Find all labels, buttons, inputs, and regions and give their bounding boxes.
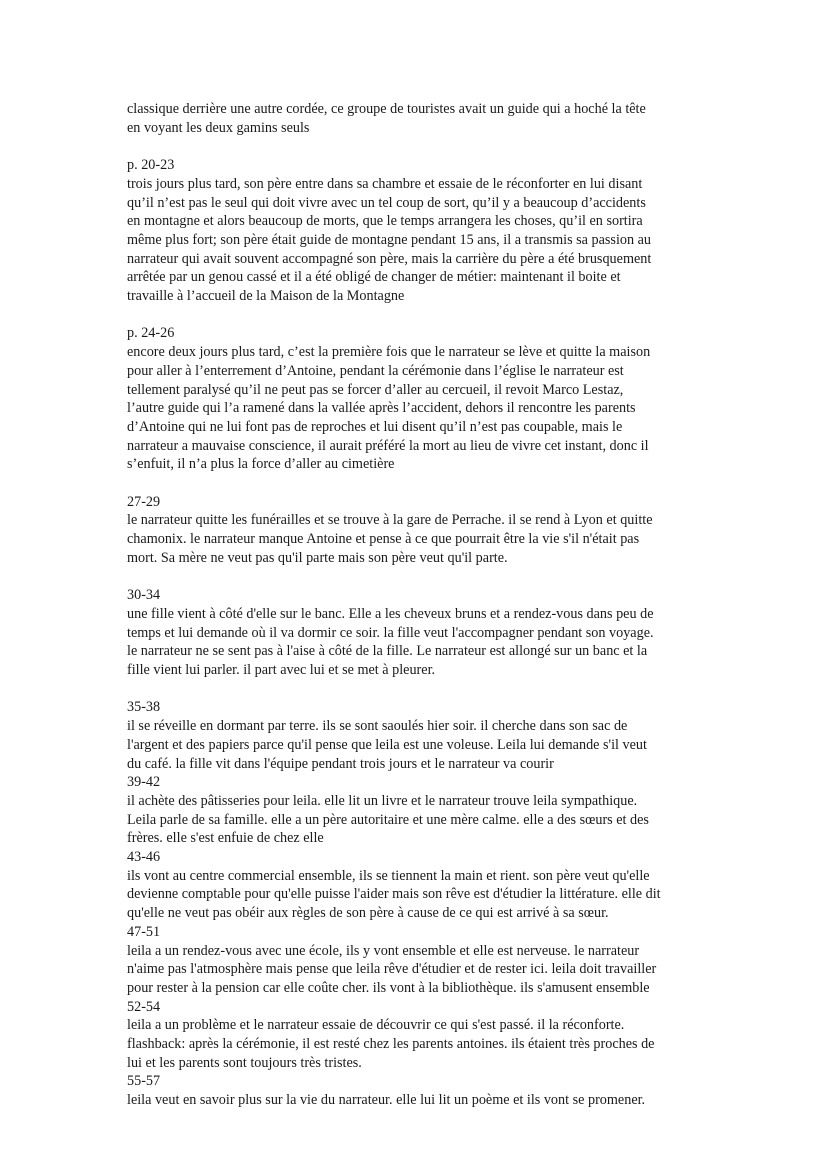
text-line: leila a un rendez-vous avec une école, ils y vont ensemble et elle est nerveuse. le narrateur bbox=[127, 942, 640, 959]
text-line: chamonix. le narrateur manque Antoine et pense à ce que pourrait être la vie s'il n'était pas bbox=[127, 531, 640, 548]
text-section bbox=[127, 923, 707, 998]
text-line: ils vont au centre commercial ensemble, ils se tiennent la main et rient. son père veut qu'elle bbox=[127, 867, 650, 884]
text-line: en voyant les deux gamins seuls bbox=[127, 119, 310, 136]
text-section bbox=[127, 848, 707, 923]
section-page-range: 35-38 bbox=[127, 699, 161, 716]
section-page-range: p. 24-26 bbox=[127, 325, 175, 342]
text-line: mort. Sa mère ne veut pas qu'il parte mais son père veut qu'il parte. bbox=[127, 549, 508, 566]
text-line: narrateur a mauvaise conscience, il aurait préféré la mort au lieu de vivre cet instant, donc il bbox=[127, 437, 649, 454]
text-section bbox=[127, 493, 707, 568]
text-section bbox=[127, 1072, 707, 1109]
text-line: s’enfuit, il n’a plus la force d’aller au cimetière bbox=[127, 456, 395, 473]
text-line: devienne comptable pour qu'elle puisse l'aider mais son rêve est d'étudier la littérature. elle dit bbox=[127, 886, 661, 903]
text-line: lui et les parents sont toujours très tristes. bbox=[127, 1054, 362, 1071]
text-line: fille vient lui parler. il part avec lui et se met à pleurer. bbox=[127, 662, 436, 679]
text-section bbox=[127, 156, 707, 306]
text-line: leila veut en savoir plus sur la vie du narrateur. elle lui lit un poème et ils vont se promener. bbox=[127, 1092, 646, 1109]
text-line: en montagne et alors beaucoup de morts, que le temps arrangera les choses, qu’il en sortira bbox=[127, 213, 643, 230]
text-line: arrêtée par un genou cassé et il a été obligé de changer de métier: maintenant il boite et bbox=[127, 269, 621, 286]
text-line: le narrateur quitte les funérailles et se trouve à la gare de Perrache. il se rend à Lyon et quitte bbox=[127, 512, 653, 529]
text-section bbox=[127, 586, 707, 680]
text-line: leila a un problème et le narrateur essaie de découvrir ce qui s'est passé. il la réconforte. bbox=[127, 1017, 625, 1034]
text-line: une fille vient à côté d'elle sur le banc. Elle a les cheveux bruns et a rendez-vous dans peu de bbox=[127, 605, 654, 622]
document-page bbox=[127, 100, 707, 1110]
text-section bbox=[127, 998, 707, 1073]
text-line: qu'elle ne veut pas obéir aux règles de son père à cause de ce qui est arrivé à sa sœur. bbox=[127, 905, 609, 922]
text-line: qu’il n’est pas le seul qui doit vivre avec un tel coup de sort, qu’il y a beaucoup d’accidents bbox=[127, 194, 646, 211]
text-line: il se réveille en dormant par terre. ils se sont saoulés hier soir. il cherche dans son sac de bbox=[127, 718, 628, 735]
text-line: narrateur qui avait souvent accompagné son père, mais la carrière du père a été brusquement bbox=[127, 250, 652, 267]
section-page-range: p. 20-23 bbox=[127, 157, 175, 174]
section-page-range: 43-46 bbox=[127, 849, 161, 866]
section-page-range: 55-57 bbox=[127, 1073, 161, 1090]
text-section bbox=[127, 773, 707, 848]
text-line: frères. elle s'est enfuie de chez elle bbox=[127, 830, 324, 847]
section-page-range: 52-54 bbox=[127, 998, 161, 1015]
text-line: le narrateur ne se sent pas à l'aise à côté de la fille. Le narrateur est allongé sur un banc et la bbox=[127, 643, 648, 660]
text-line: flashback: après la cérémonie, il est resté chez les parents antoines. ils étaient très proches de bbox=[127, 1036, 655, 1053]
text-section bbox=[127, 100, 707, 137]
text-line: l'argent et des papiers parce qu'il pense que leila est une voleuse. Leila lui demande s'il veut bbox=[127, 736, 647, 753]
text-line: pour rester à la pension car elle coûte cher. ils vont à la bibliothèque. ils s'amusent ensemble bbox=[127, 979, 650, 996]
text-line: Leila parle de sa famille. elle a un père autoritaire et une mère calme. elle a des sœurs et des bbox=[127, 811, 649, 828]
text-line: n'aime pas l'atmosphère mais pense que leila rêve d'étudier et de rester ici. leila doit travailler bbox=[127, 961, 657, 978]
text-section bbox=[127, 324, 707, 474]
text-line: du café. la fille vit dans l'équipe pendant trois jours et le narrateur va courir bbox=[127, 755, 554, 772]
text-line: travaille à l’accueil de la Maison de la Montagne bbox=[127, 288, 405, 305]
text-line: l’autre guide qui l’a ramené dans la vallée après l’accident, dehors il rencontre les parents bbox=[127, 400, 636, 417]
section-page-range: 30-34 bbox=[127, 587, 161, 604]
text-line: il achète des pâtisseries pour leila. elle lit un livre et le narrateur trouve leila sympathique. bbox=[127, 792, 638, 809]
section-page-range: 39-42 bbox=[127, 774, 161, 791]
text-line: tellement paralysé qu’il ne peut pas se forcer d’aller au cercueil, il revoit Marco Lestaz, bbox=[127, 381, 624, 398]
text-line: encore deux jours plus tard, c’est la première fois que le narrateur se lève et quitte la maison bbox=[127, 344, 651, 361]
text-line: d’Antoine qui ne lui font pas de reproches et lui disent qu’il n’est pas coupable, mais le bbox=[127, 418, 623, 435]
text-line: pour aller à l’enterrement d’Antoine, pendant la cérémonie dans l’église le narrateur est bbox=[127, 362, 624, 379]
text-line: trois jours plus tard, son père entre dans sa chambre et essaie de le réconforter en lui disant bbox=[127, 175, 643, 192]
text-line: classique derrière une autre cordée, ce groupe de touristes avait un guide qui a hoché la tête bbox=[127, 101, 646, 117]
text-line: temps et lui demande où il va dormir ce soir. la fille veut l'accompagner pendant son voyage. bbox=[127, 624, 654, 641]
text-line: même plus fort; son père était guide de montagne pendant 15 ans, il a transmis sa passion au bbox=[127, 231, 652, 248]
text-section bbox=[127, 698, 707, 773]
section-page-range: 47-51 bbox=[127, 923, 161, 940]
section-page-range: 27-29 bbox=[127, 493, 161, 510]
